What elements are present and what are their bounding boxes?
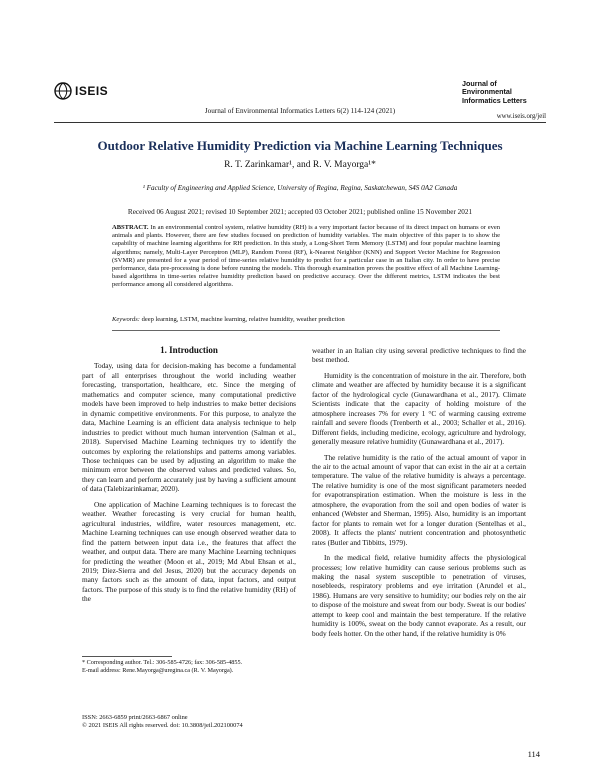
journal-logo <box>54 80 116 102</box>
corresponding-author: * Corresponding author. Tel.: 306-585-4726; fax: 306-585-4855. <box>82 659 243 666</box>
footnote-divider <box>82 656 172 657</box>
publication-dates: Received 06 August 2021; revised 10 September 2021; accepted 03 October 2021; published online 15 November 2021 <box>127 208 473 216</box>
globe-icon <box>54 82 72 100</box>
article-authors: R. T. Zarinkamar¹, and R. V. Mayorga¹* <box>224 160 376 170</box>
issn: ISSN: 2663-6859 print/2663-6867 online <box>82 714 188 721</box>
body-column-right <box>312 346 526 644</box>
journal-citation: Journal of Environmental Informatics Letters 6(2) 114-124 (2021) <box>204 107 396 115</box>
paragraph: weather in an Italian city using several predictive techniques to find the best method. <box>312 346 526 365</box>
journal-name-line: Informatics Letters <box>462 95 527 105</box>
journal-name <box>462 80 546 105</box>
journal-url[interactable]: www.iseis.org/jeil <box>496 113 546 120</box>
keywords-label: Keywords: <box>112 316 140 323</box>
abstract <box>112 224 500 290</box>
logo-text: ISEIS <box>75 84 109 98</box>
header-divider <box>54 122 546 123</box>
body-column-left <box>82 346 296 610</box>
footnote <box>82 659 296 674</box>
paragraph: The relative humidity is the ratio of the actual amount of vapor in the air to the actual amount of vapor that can exist in the air at a certain temperature. The value of the relative humidity is always a percentage. The relative humidity is one of the most significant parameters needed for evapotranspiration estimation. When the moisture is less in the atmosphere, the evaporation from the soil and open bodies of water is enhanced (Webster and Sherman, 1995). Also, humidity is an important factor for plants to remain wet for a longer duration (Sentelhas et al., 2008). It affects the plants' nutrient concentration and photosynthetic rates (Butler and Tibbitts, 1979). <box>312 452 526 547</box>
keywords-text: deep learning, LSTM, machine learning, relative humidity, weather prediction <box>139 316 345 323</box>
abstract-label: ABSTRACT. <box>112 224 149 231</box>
paragraph: One application of Machine Learning techniques is to forecast the weather. Weather forecasting is very crucial for human health, agricultural industries, wildfire, water resources management, etc. Machine Learning techniques can use enough observed weather data to find the pattern between input data i.e., the features that affect the weather, and output data. There are many Machine Learning techniques for predicting the weather (Moon et al., 2019; Md Abul Ehsan et al., 2019; Diez-Sierra and del Jesus, 2020) but the accuracy depends on many factors such as the amount of data, input factors, and output factors. The purpose of this study is to find the relative humidity (RH) of the <box>82 499 296 604</box>
journal-name-line: Environmental <box>462 87 512 97</box>
author-affiliation: ¹ Faculty of Engineering and Applied Science, University of Regina, Regina, Saskatchewan, S4S 0A2 Canada <box>142 184 458 192</box>
keywords <box>112 316 500 323</box>
paragraph: Humidity is the concentration of moisture in the air. Therefore, both climate and weather are affected by humidity because it is a significant factor of the hydrological cycle (Gunawardhana et al., 2017). Climate Scientists indicate that the capacity of holding moisture of the atmosphere increases 7% for every 1 °C of warming causing extreme rainfall and severe floods (Trenberth et al., 2003; Schaller et al., 2016). Different fields, including medicine, ecology, agriculture and hydrology, generally measure relative humidity (Gunawardhana et al., 2017). <box>312 370 526 447</box>
abstract-divider <box>112 330 500 331</box>
email-address: E-mail address: Rene.Mayorga@uregina.ca (R. V. Mayorga). <box>82 666 234 674</box>
journal-name-line: Journal of <box>462 79 497 88</box>
article-title: Outdoor Relative Humidity Prediction via Machine Learning Techniques <box>97 138 503 153</box>
paragraph: Today, using data for decision-making has become a fundamental part of all enterprises throughout the world including weather forecasting, transportation, healthcare, etc. Since the merging of mathematics and computer science, many computational predictive models have been improved to help industries to make better decisions in dynamic competitive environments. For this purpose, to analyze the data, Machine Learning is an efficient data analysis technique to help industries to predict without much human intervention (Salman et al., 2018). Supervised Machine Learning techniques try to identify the outcomes by exploring the relationships and patterns among variables. Those techniques can be used by adjusting an algorithm to make the minimum error between the observed values and predicted values. So, they can learn and perform accurately just by having a sufficient amount of data (Talebizarinkamar, 2020). <box>82 361 296 494</box>
issn-block <box>82 714 302 730</box>
paragraph: In the medical field, relative humidity affects the physiological processes; low relative humidity can cause serious problems such as making the nasal system susceptible to penetration of viruses, nosebleeds, respiratory problems and eye irritation (Arundel et al., 1986). Humans are very sensitive to humidity; our bodies rely on the air to dispose of the moisture and sweat from our body. Sweat is our bodies' attempt to keep cool and maintain the best temperature. If the relative humidity is 100%, sweat on the body cannot evaporate. As a result, our body feels hotter. On the other hand, if the relative humidity is 0% <box>312 553 526 638</box>
abstract-text: In an environmental control system, relative humidity (RH) is a very important factor because of its direct impact on humans or even animals and plants. However, there are few studies focused on prediction of humidity variables. The main objective of this paper is to show the capability of machine learning algorithms for RH prediction. In this study, a Long-Short Term Memory (LSTM) and four popular machine learning algorithms; namely, Multi-Layer Perceptron (MLP), Random Forest (RF), k-Nearest Neighbor (KNN) and Support Vector Machine for Regression (SVMR) are presented for a year period of time-series relative humidity to predict for a particular case in an Italian city. In order to have precise performance, data pre-processing is done before running the models. This thorough examination proves the positive effect of all Machine Learning-based algorithms in time-series relative humidity prediction based on predictive accuracy. Over the different metrics, LSTM indicates the best performance among all considered algorithms. <box>112 224 500 289</box>
page-number: 114 <box>527 749 540 759</box>
copyright: © 2021 ISEIS All rights reserved. doi: 10.3808/jeil.202100074 <box>82 722 243 729</box>
section-title: 1. Introduction <box>160 345 218 355</box>
